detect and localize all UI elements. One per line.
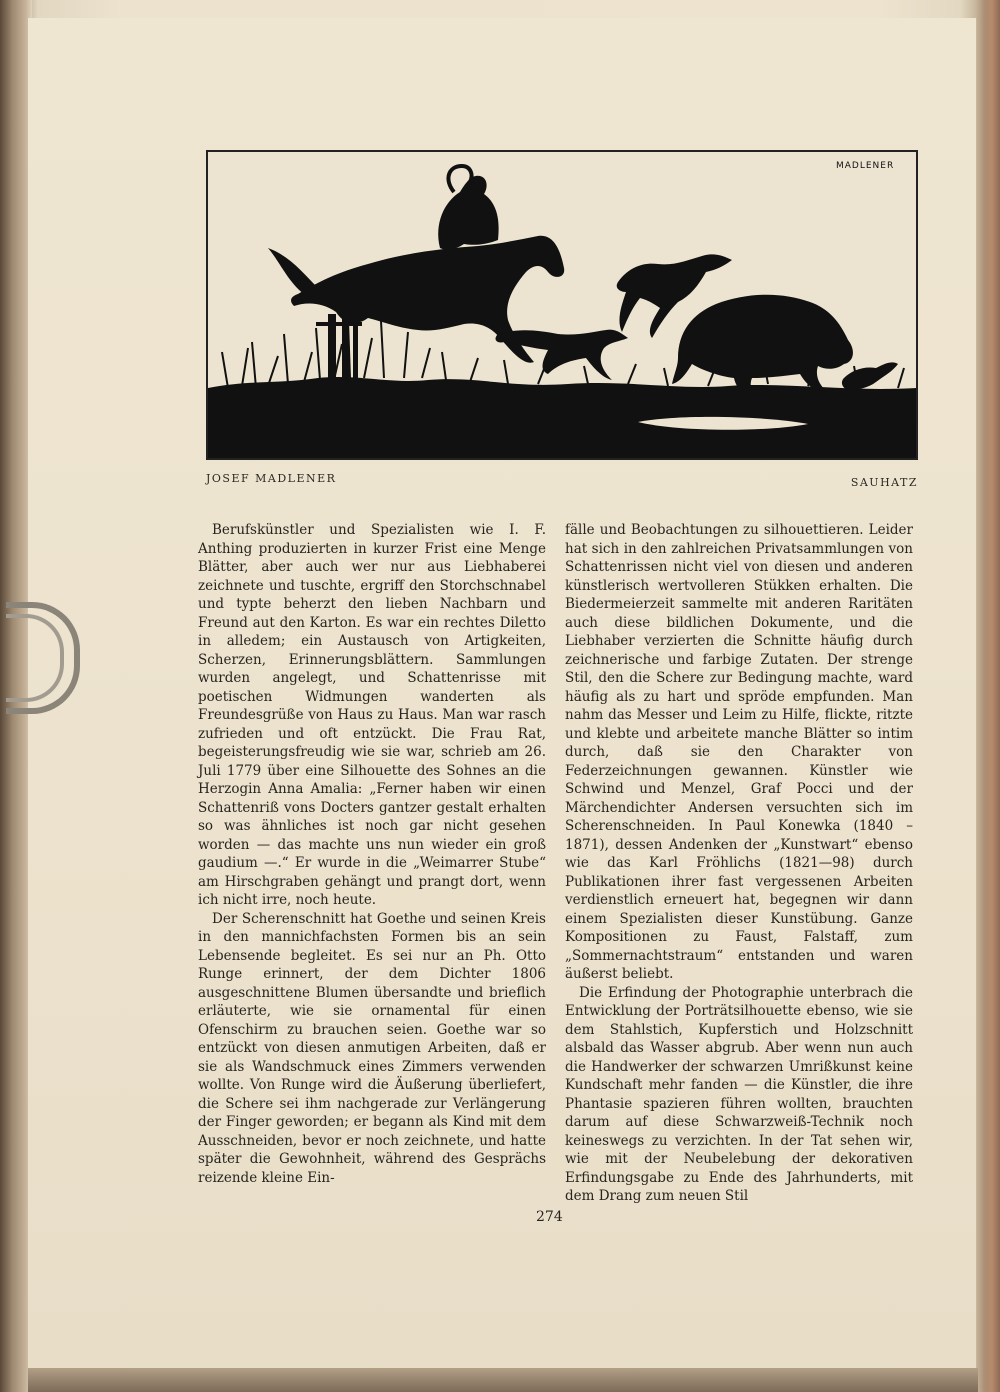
paragraph: Die Erfindung der Photographie unterbrach die Entwicklung der Porträtsilhouette ebenso, wie sie dem Stahlstich, Kupferstich und Holzschnitt alsbald das Wasser abgrub. Aber wenn nun auch die Handwerker der schwarzen Umrißkunst keine Kundschaft mehr fanden — die Künstler, die ihre Phantasie spazieren führen wollten, brauchten darum auf diese Schwarzweiß-Technik noch keineswegs zu verzichten. In der Tat sehen wir, wie mit der Neubelebung der dekorativen Erfindungsgabe zu Ende des Jahrhunderts, mit dem Drang zum neuen Stil [565,984,913,1204]
hunting-scene-svg [208,152,916,458]
illustration-signature: MADLENER [836,161,895,171]
horse-tail [268,248,316,294]
hound-1-silhouette [496,330,628,380]
caption-artist: JOSEF MADLENER [206,472,337,485]
caption-title: SAUHATZ [850,476,918,489]
boar-silhouette [672,295,853,398]
page-bottom-edge [28,1368,978,1392]
text-column-right [565,521,913,1206]
hare-silhouette [842,362,898,390]
rider-silhouette [438,176,498,250]
paragraph: Berufskünstler und Spezialisten wie I. F. Anthing produzierten in kurzer Frist eine Menge Blätter, aber auch wer nur aus Liebhaberei zeichnete und tuschte, ergriff den Storchschnabel und typte beherzt den lieben Nachbarn und Freund aut den Karton. Es war ein rechtes Diletto in alledem; ein Austausch von Artigkeiten, Scherzen, Erinnerungsblättern. Sammlungen wurden angelegt, und Schattenrisse mit poetischen Widmungen wanderten als Freundesgrüße von Haus zu Haus. Man war rasch zufrieden und oft entzückt. Die Frau Rat, begeisterungsfreudig wie sie war, schrieb am 26. Juli 1779 über eine Silhouette des Sohnes an die Herzogin Anna Amalia: „Ferner haben wir einen Schattenriß vons Docters gantzer gestalt erhalten so was ähnliches ist noch gar nicht gesehen worden — das machte uns nun wieder ein groß gaudium —.“ Er wurde in die „Weimarrer Stube“ am Hirschgraben gehängt und prangt dort, wenn ich nicht irre, noch heute. [198,522,546,908]
paragraph: Der Scherenschnitt hat Goethe und seinen Kreis in den mannichfachsten Formen bis an sein Lebensende begleitet. Es sei nur an Ph. Otto Runge erinnert, der dem Dichter 1806 ausgeschnittene Blumen übersandte und brieflich erläuterte, wie sie ornamental für einen Ofenschirm zu brauchen seien. Goethe war so entzückt von diesen anmutigen Arbeiten, daß er sie als Wandschmuck eines Zimmers verwenden wollte. Von Runge wird die Äußerung überliefert, die Schere sei ihm nachgerade zur Verlängerung der Finger geworden; er begann als Kind mit dem Ausschneiden, bevor er noch zeichnete, und hatte später die Gewohnheit, während des Gesprächs reizende kleine Ein- [198,910,546,1186]
paragraph: fälle und Beobachtungen zu silhouettieren. Leider hat sich in den zahlreichen Privatsammlungen von Schattenrissen nicht viel von diesen und anderen künstlerisch wertvolleren Stükken erhalten. Die Biedermeierzeit sammelte mit anderen Raritäten auch diese bildlichen Dokumente, und die Liebhaber verzierten die Schnitte häufig durch zeichnerische und farbige Zutaten. Der strenge Stil, den die Schere zur Bedingung machte, ward häufig als zu hart und spröde empfunden. Man nahm das Messer und Leim zu Hilfe, flickte, ritzte und klebte und arbeitete manche Blätter so intim durch, daß sie den Charakter von Federzeichnungen gewannen. Künstler wie Schwind und Menzel, Graf Pocci und der Märchendichter Andersen versuchten sich im Scherenschneiden. In Paul Konewka (1840 – 1871), dessen Andenken der „Kunstwart“ ebenso wie das Karl Fröhlichs (1821—98) durch Publikationen ihrer fast vergessenen Arbeiten verdienstlich erneuert hat, begegnen wir dann einem Spezialisten dieser Kunstübung. Ganze Kompositionen zu Faust, Falstaff, zum „Sommernachtstraum“ entstanden und waren äußerst beliebt. [565,522,913,982]
lower-band [208,420,916,458]
silhouette-illustration [206,150,918,460]
text-column-left [198,521,546,1187]
page-number: 274 [536,1209,563,1225]
